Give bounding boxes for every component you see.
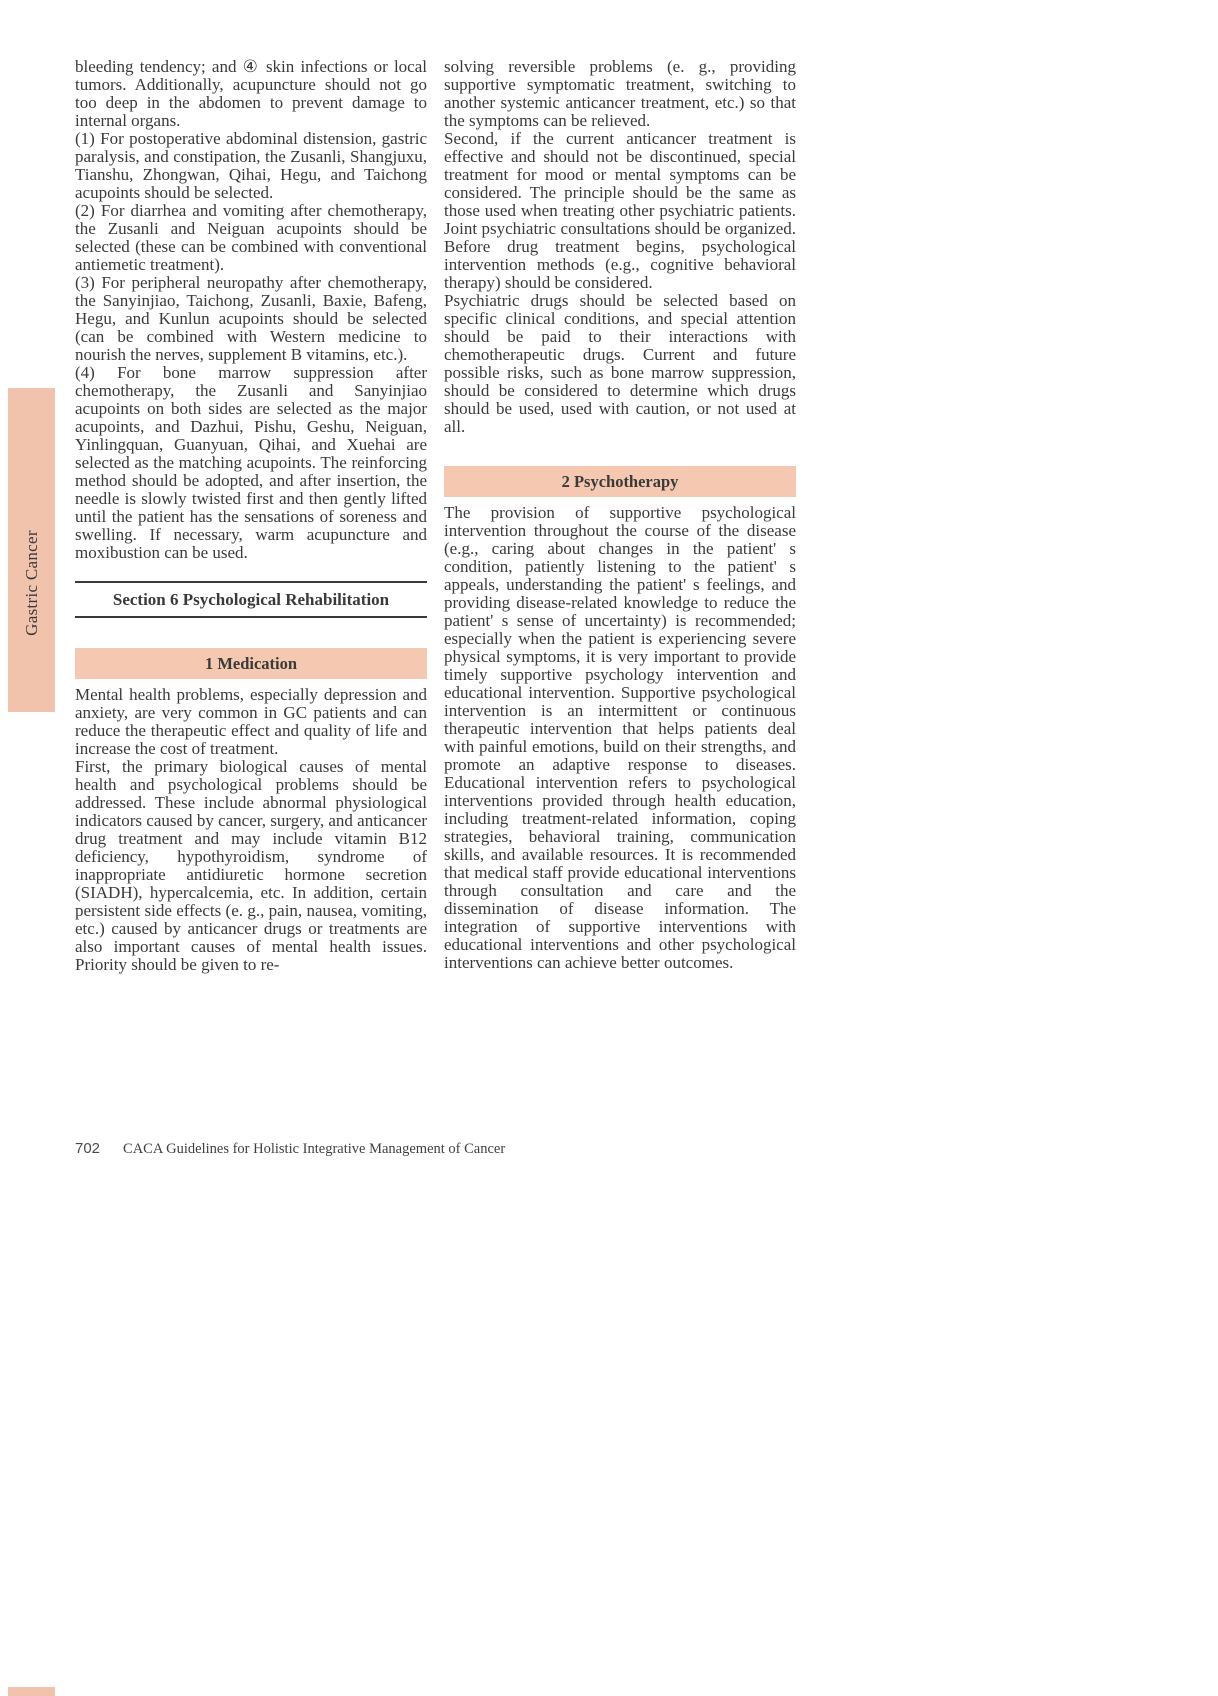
chapter-edge-tab [8,388,55,712]
body-paragraph: Second, if the current anticancer treatment is effective and should not be discontinued, special treatment for mood or mental symptoms can be considered. The principle should be the same as those used when treating other psychiatric patients. Joint psychiatric consultations should be organized. Before drug treatment begins, psychological intervention methods (e.g., cognitive behavioral therapy) should be considered. [444,129,796,292]
left-column [75,58,427,974]
body-paragraph: Mental health problems, especially depression and anxiety, are very common in GC patients and can reduce the therapeutic effect and quality of life and increase the cost of treatment. [75,685,427,758]
subsection-heading-medication: 1 Medication [75,648,427,679]
body-paragraph: (3) For peripheral neuropathy after chemotherapy, the Sanyinjiao, Taichong, Zusanli, Baxie, Bafeng, Hegu, and Kunlun acupoints should be selected (can be combined with Western medicine to nourish the nerves, supplement B vitamins, etc.). [75,273,427,364]
page-footer [75,1140,505,1158]
footer-running-title: CACA Guidelines for Holistic Integrative Management of Cancer [123,1141,506,1157]
bottom-edge-tab [8,1687,55,1696]
body-paragraph: bleeding tendency; and ④ skin infections or local tumors. Additionally, acupuncture should not go too deep in the abdomen to prevent damage to internal organs. [75,57,427,130]
body-paragraph: (4) For bone marrow suppression after chemotherapy, the Zusanli and Sanyinjiao acupoints on both sides are selected as the major acupoints, and Dazhui, Pishu, Geshu, Neiguan, Yinlingquan, Guanyuan, Qihai, and Xuehai are selected as the matching acupoints. The reinforcing method should be adopted, and after insertion, the needle is slowly twisted first and then gently lifted until the patient has the sensations of soreness and swelling. If necessary, warm acupuncture and moxibustion can be used. [75,363,427,562]
right-column [444,58,796,974]
page-body [75,58,796,974]
body-paragraph: (2) For diarrhea and vomiting after chemotherapy, the Zusanli and Neiguan acupoints should be selected (these can be combined with conventional antiemetic treatment). [75,201,427,274]
chapter-tab-label: Gastric Cancer [21,530,41,636]
section-heading: Section 6 Psychological Rehabilitation [75,581,427,618]
body-paragraph: The provision of supportive psychological intervention throughout the course of the disease (e.g., caring about changes in the patient' s condition, patiently listening to the patient' s appeals, understanding the patient' s feelings, and providing disease-related knowledge to reduce the patient' s sense of uncertainty) is recommended; especially when the patient is experiencing severe physical symptoms, it is very important to provide timely supportive psychology intervention and educational intervention. Supportive psychological intervention is an intermittent or continuous therapeutic intervention that helps patients deal with painful emotions, build on their strengths, and promote an adaptive response to diseases. Educational intervention refers to psychological interventions provided through health education, including treatment-related information, coping strategies, behavioral training, communication skills, and available resources. It is recommended that medical staff provide educational interventions through consultation and care and the dissemination of disease information. The integration of supportive interventions with educational interventions and other psychological interventions can achieve better outcomes. [444,503,796,972]
page-number: 702 [75,1140,101,1157]
body-paragraph: solving reversible problems (e. g., providing supportive symptomatic treatment, switching to another systemic anticancer treatment, etc.) so that the symptoms can be relieved. [444,57,796,130]
body-paragraph: First, the primary biological causes of mental health and psychological problems should be addressed. These include abnormal physiological indicators caused by cancer, surgery, and anticancer drug treatment and may include vitamin B12 deficiency, hypothyroidism, syndrome of inappropriate antidiuretic hormone secretion (SIADH), hypercalcemia, etc. In addition, certain persistent side effects (e. g., pain, nausea, vomiting, etc.) caused by anticancer drugs or treatments are also important causes of mental health issues. Priority should be given to re- [75,757,427,974]
body-paragraph: Psychiatric drugs should be selected based on specific clinical conditions, and special attention should be paid to their interactions with chemotherapeutic drugs. Current and future possible risks, such as bone marrow suppression, should be considered to determine which drugs should be used, used with caution, or not used at all. [444,291,796,436]
subsection-heading-psychotherapy: 2 Psychotherapy [444,466,796,497]
body-paragraph: (1) For postoperative abdominal distension, gastric paralysis, and constipation, the Zusanli, Shangjuxu, Tianshu, Zhongwan, Qihai, Hegu, and Taichong acupoints should be selected. [75,129,427,202]
